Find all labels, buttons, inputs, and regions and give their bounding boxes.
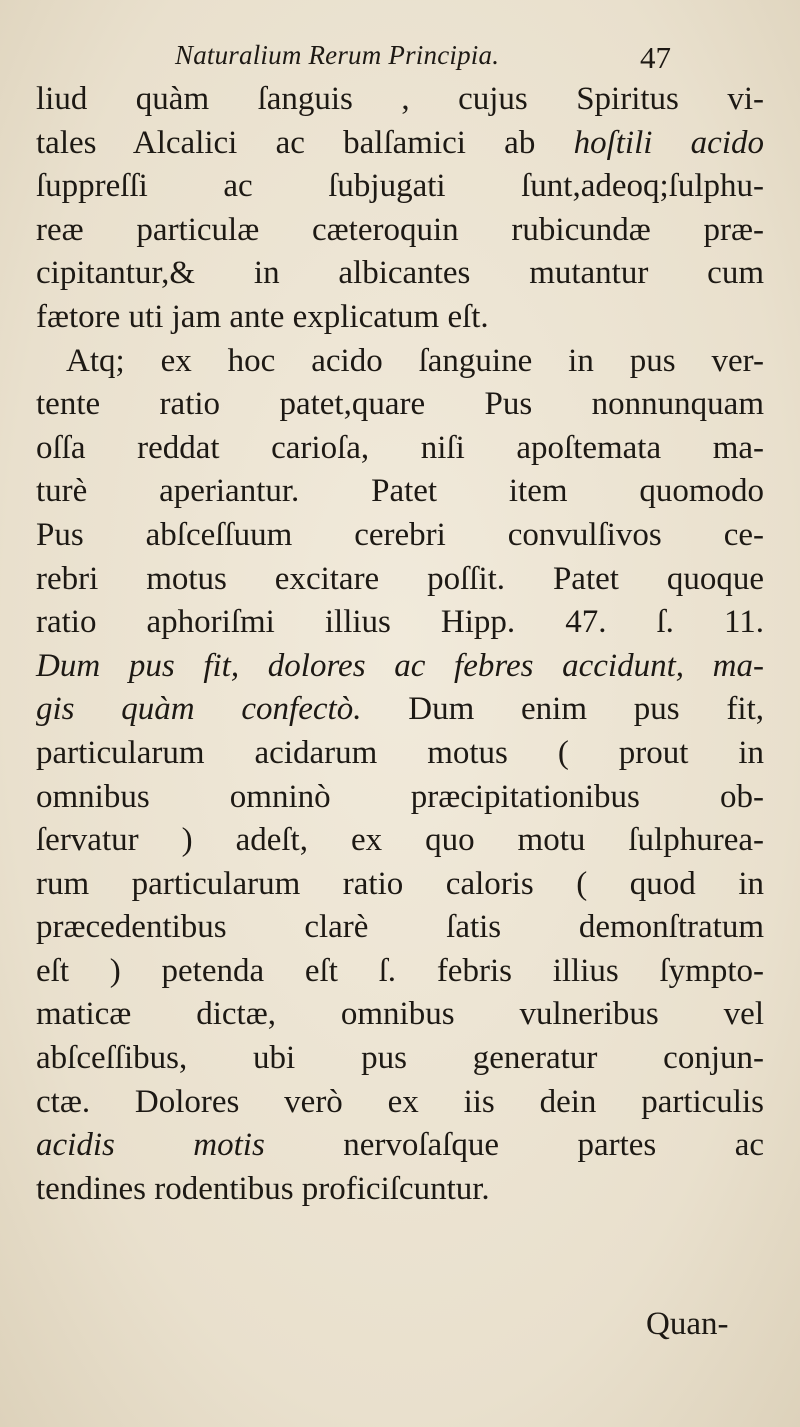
text-line — [36, 732, 764, 776]
line-text: tales Alcalici ac balſamici ab — [36, 124, 574, 161]
line-text: Atq; ex hoc acido ſanguine in pus ver- — [66, 342, 764, 379]
text-line — [36, 1168, 764, 1212]
text-line — [36, 165, 764, 209]
text-line — [36, 340, 764, 384]
line-text: tendines rodentibus proficiſcuntur. — [36, 1170, 490, 1207]
page-number: 47 — [640, 40, 671, 75]
line-text: liud quàm ſanguis , cujus Spiritus vi- — [36, 81, 764, 117]
line-text: præcedentibus clarè ſatis demonſtratum — [36, 909, 764, 946]
text-line — [36, 514, 764, 558]
italic-phrase: acidis motis — [36, 1127, 265, 1164]
line-text: Dum enim pus fit, — [361, 691, 765, 728]
line-text: ctæ. Dolores verò ex iis dein particulis — [36, 1083, 764, 1120]
page-header — [0, 34, 800, 78]
text-line — [36, 209, 764, 253]
line-text: ſuppreſſi ac ſubjugati ſunt,adeoq;ſulphu- — [36, 168, 764, 205]
line-text: tente ratio patet,quare Pus nonnunquam — [36, 386, 764, 423]
line-text: ſervatur ) adeſt, ex quo motu ſulphurea- — [36, 822, 764, 859]
italic-phrase: Dum pus fit, dolores ac febres accidunt, ma- — [36, 647, 764, 684]
running-title: Naturalium Rerum Principia. — [175, 40, 500, 70]
line-text: fætore uti jam ante explicatum eſt. — [36, 298, 489, 335]
text-line — [36, 383, 764, 427]
text-line — [36, 906, 764, 950]
text-line — [36, 1124, 764, 1168]
text-line — [36, 688, 764, 732]
text-line — [36, 122, 764, 166]
text-line — [36, 427, 764, 471]
text-line — [36, 470, 764, 514]
line-text: eſt ) petenda eſt ſ. febris illius ſympto- — [36, 952, 764, 989]
text-line — [36, 558, 764, 602]
text-line — [36, 776, 764, 820]
line-text: maticæ dictæ, omnibus vulneribus vel — [36, 996, 764, 1033]
line-text: rum particularum ratio caloris ( quod in — [36, 865, 764, 902]
text-line — [36, 645, 764, 689]
line-text: oſſa reddat carioſa, niſi apoſtemata ma- — [36, 429, 764, 466]
line-text: rebri motus excitare poſſit. Patet quoque — [36, 560, 764, 597]
line-text: turè aperiantur. Patet item quomodo — [36, 473, 764, 510]
line-text: ratio aphoriſmi illius Hipp. 47. ſ. 11. — [36, 604, 764, 641]
text-line — [36, 296, 764, 340]
body-text — [36, 78, 764, 1211]
text-line — [36, 950, 764, 994]
line-text: Pus abſceſſuum cerebri convulſivos ce- — [36, 516, 764, 553]
text-line — [36, 1037, 764, 1081]
italic-phrase: hoſtili acido — [573, 124, 764, 161]
text-line — [36, 993, 764, 1037]
text-line — [36, 78, 764, 122]
line-text: omnibus omninò præcipitationibus ob- — [36, 778, 764, 815]
text-line — [36, 252, 764, 296]
line-text: abſceſſibus, ubi pus generatur conjun- — [36, 1040, 764, 1077]
line-text: cipitantur,& in albicantes mutantur cum — [36, 255, 764, 292]
line-text: reæ particulæ cæteroquin rubicundæ præ- — [36, 211, 764, 248]
line-text: nervoſaſque partes ac — [264, 1127, 764, 1164]
catchword: Quan- — [646, 1306, 729, 1342]
text-line — [36, 1081, 764, 1125]
italic-phrase: gis quàm confectò. — [36, 691, 362, 728]
text-line — [36, 819, 764, 863]
line-text: particularum acidarum motus ( prout in — [36, 734, 764, 771]
text-line — [36, 601, 764, 645]
text-line — [36, 863, 764, 907]
